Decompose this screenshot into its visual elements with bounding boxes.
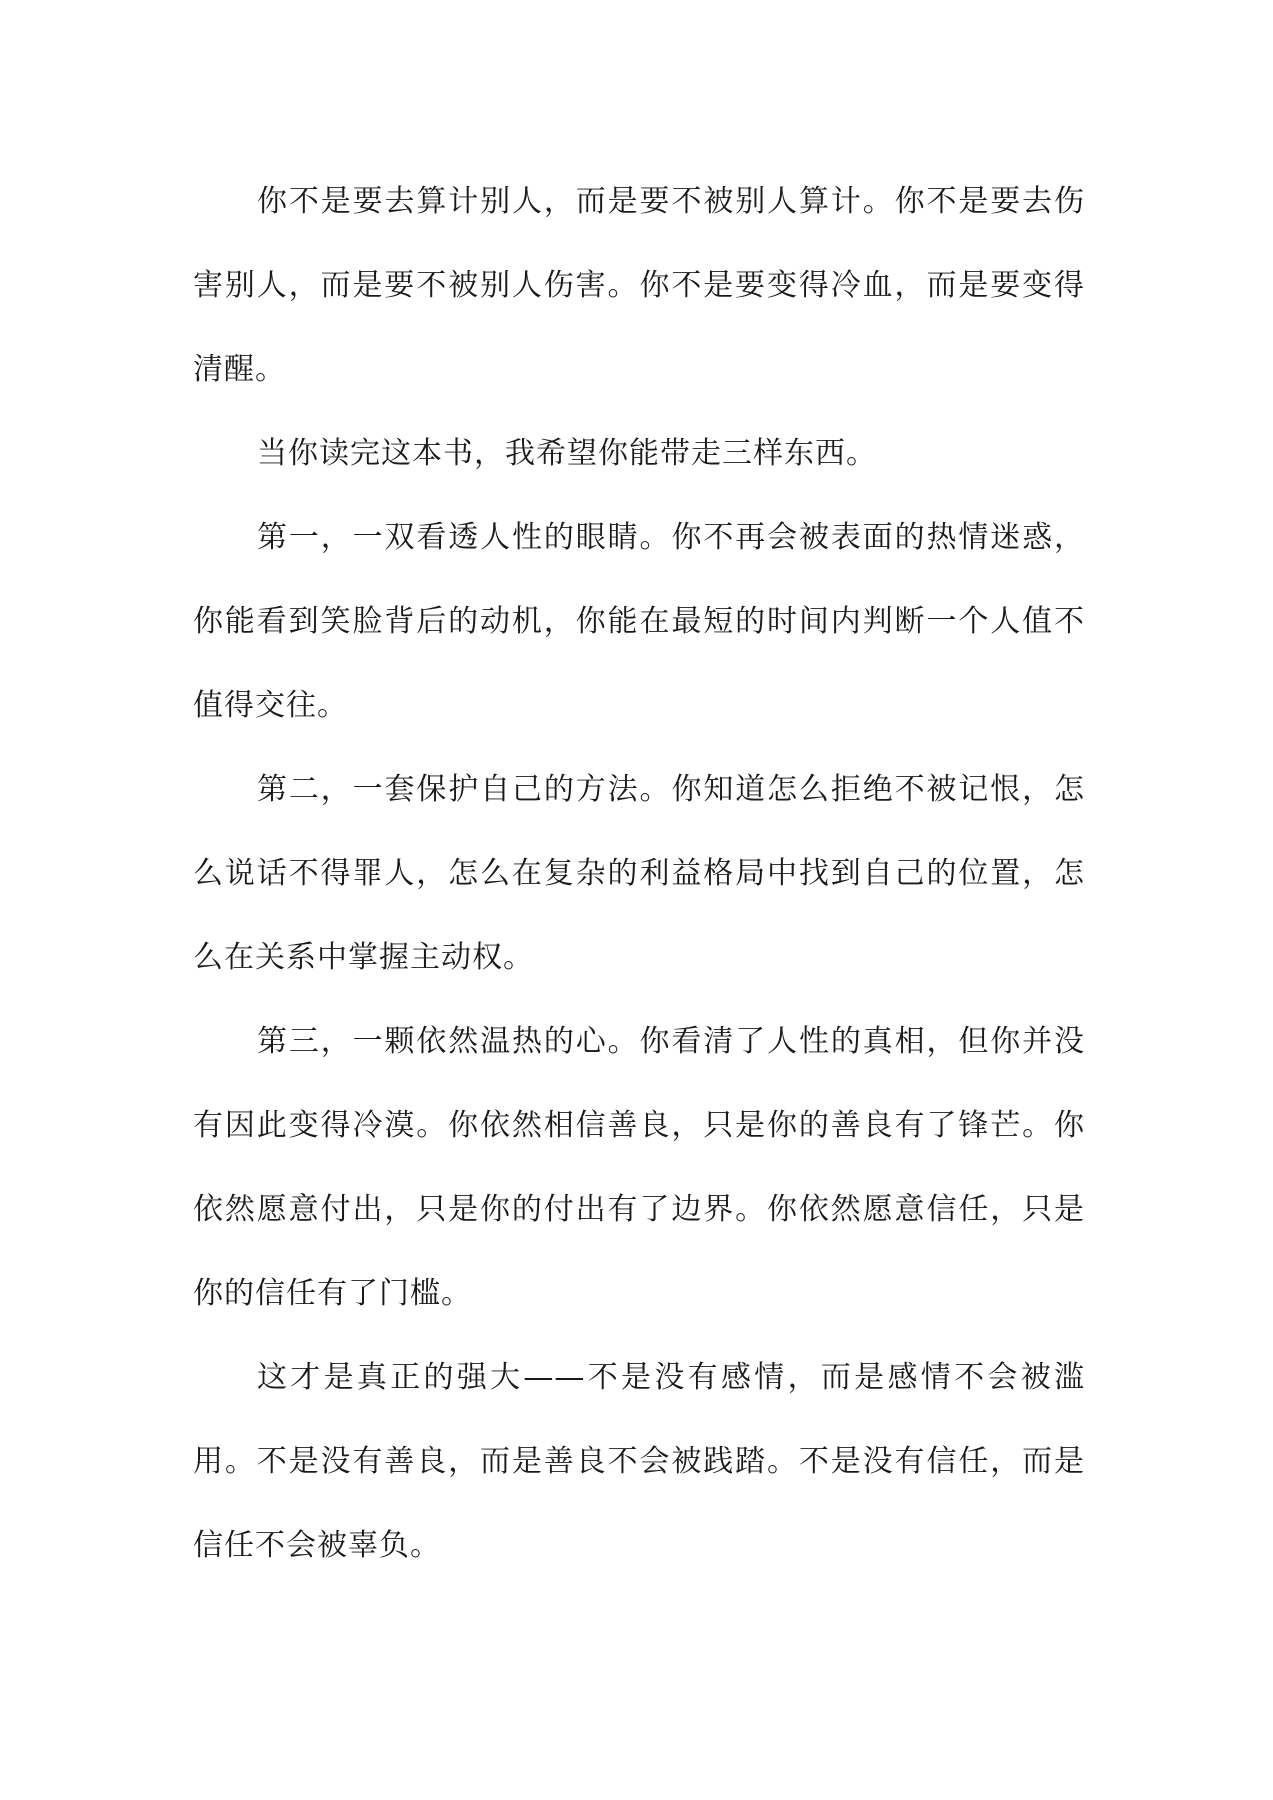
paragraph: 你不是要去算计别人，而是要不被别人算计。你不是要去伤害别人，而是要不被别人伤害。你不是要变得冷血，而是要变得清醒。 — [193, 184, 1085, 387]
body-text — [193, 160, 1085, 1588]
paragraph: 第三，一颗依然温热的心。你看清了人性的真相，但你并没有因此变得冷漠。你依然相信善良，只是你的善良有了锋芒。你依然愿意付出，只是你的付出有了边界。你依然愿意信任，只是你的信任有了门槛。 — [193, 1024, 1085, 1311]
paragraph: 第二，一套保护自己的方法。你知道怎么拒绝不被记恨，怎么说话不得罪人，怎么在复杂的利益格局中找到自己的位置，怎么在关系中掌握主动权。 — [193, 772, 1085, 975]
paragraph: 这才是真正的强大——不是没有感情，而是感情不会被滥用。不是没有善良，而是善良不会被践踏。不是没有信任，而是信任不会被辜负。 — [193, 1360, 1085, 1563]
paragraph: 当你读完这本书，我希望你能带走三样东西。 — [257, 436, 877, 471]
paragraph: 第一，一双看透人性的眼睛。你不再会被表面的热情迷惑，你能看到笑脸背后的动机，你能在最短的时间内判断一个人值不值得交往。 — [193, 520, 1085, 723]
